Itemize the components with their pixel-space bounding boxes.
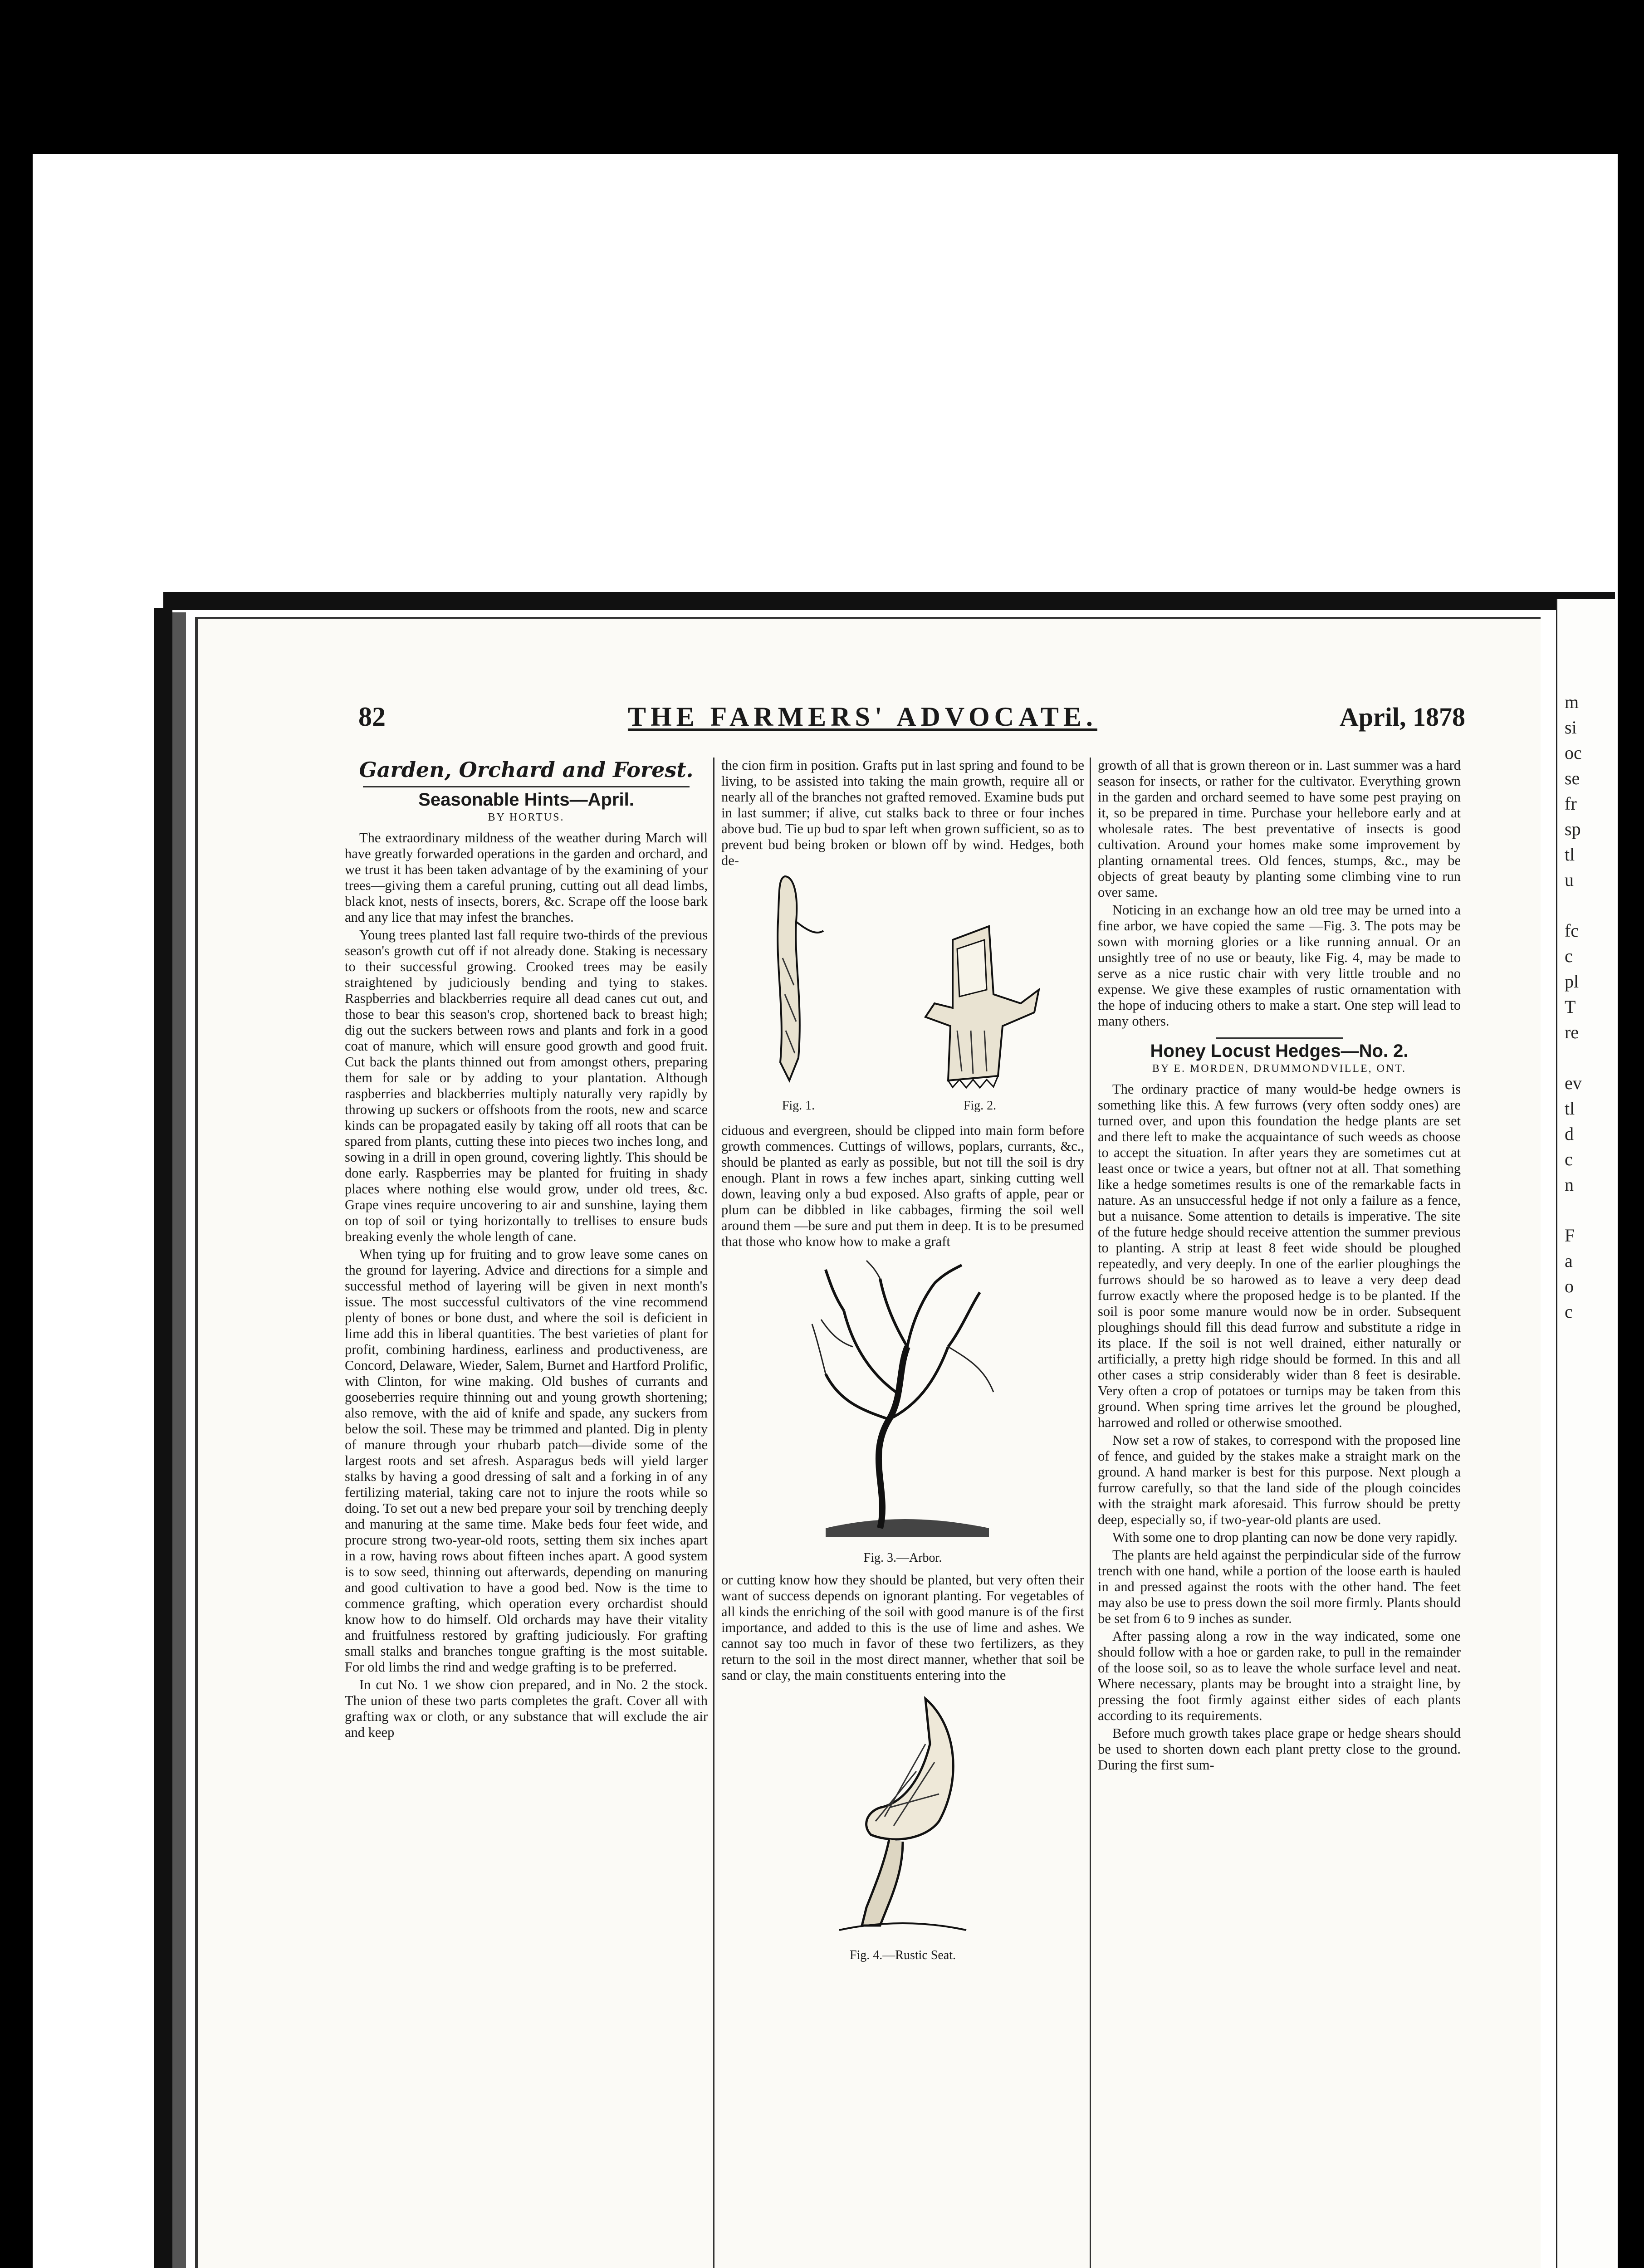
figure-3-caption: Fig. 3.—Arbor.	[863, 1551, 942, 1565]
column-divider	[1090, 758, 1091, 2268]
page-number: 82	[358, 701, 386, 732]
issue-date: April, 1878	[1339, 702, 1465, 732]
paragraph: the cion firm in position. Grafts put in last spring and found to be living, to be assisted into taking the main growth, require all or nearly all of the branches not grafted removed. Examine buds put in last summer; if alive, cut stalks back to three or four inches above bud. Tie up bud to spar left when grown sufficient, so as to prevent bud being broken or blown off by wind. Hedges, both de-	[721, 758, 1084, 868]
paragraph: With some one to drop planting can now be done very rapidly.	[1112, 1530, 1458, 1545]
byline: BY E. MORDEN, DRUMMONDVILLE, ONT.	[1152, 1063, 1407, 1075]
paragraph: When tying up for fruiting and to grow leave some canes on the ground for layering. Advice and directions for a simple and successful method of layering will be given in next month's issue. The most successful cultivators of the vine recommend plenty of bones or bone dust, and where the soil is deficient in lime add this in liberal quantities. The best varieties of plant for profit, combining hardiness, earliness and productiveness, are Concord, Delaware, Wieder, Salem, Burnet and Hartford Prolific, with Clinton, for wine making. Old bushes of currants and gooseberries require thinning out and young growth shortening; also remove, with the aid of knife and spade, any suckers from below the soil. These may be trimmed and planted. Dig in plenty of manure through your rhubarb patch—divide some of the largest roots and set afresh. Asparagus beds will yield larger stalks by having a good dressing of salt and a forking in of any fertilizing material, taking care not to injure the roots while so doing. To set out a new bed prepare your soil by trenching deeply and manuring at the same time. Make beds four feet wide, and procure strong two-year-old roots, setting them six inches apart in a row, having rows about fifteen inches apart. A good system is to sow seed, thinning out afterwards, depending on manuring and good cultivation to have a good bed. Now is the time to commence grafting, which operation every orchardist should know how to do himself. Old orchards may have their vitality and fruitfulness restored by grafting judiciously. For grafting small stalks and branches tongue grafting is the most suitable. For old limbs the rind and wedge grafting is to be preferred.	[345, 1246, 708, 1675]
figure-3-arbor	[721, 1256, 1084, 1566]
adjacent-page-strip	[1556, 599, 1616, 2268]
paragraph: ciduous and evergreen, should be clipped into main form before growth commences. Cuttings of willows, poplars, currants, &c., should be planted as early as possible, but not till the soil is dry enough. Plant in rows a few inches apart, sinking cutting well down, leaving only a bud exposed. Also grafts of apple, pear or plum can be dibbled in like cabbages, firming the soil well around them —be sure and put them in deep. It is to be presumed that those who know how to make a graft	[721, 1123, 1084, 1249]
byline: BY HORTUS.	[488, 811, 565, 823]
paragraph: Now set a row of stakes, to correspond with the proposed line of fence, and guided by the stakes make a straight mark on the ground. A hand marker is best for this purpose. Next plough a furrow carefully, so that the land side of the plough coincides with the straight mark aforesaid. This furrow should be pretty deep, especially so, if two-year-old plants are used.	[1098, 1432, 1461, 1527]
article-title: Honey Locust Hedges—No. 2.	[1150, 1041, 1409, 1061]
column-3	[1098, 758, 1461, 2268]
article-columns	[345, 758, 1479, 2268]
cion-illustration	[753, 867, 844, 1094]
divider-rule	[363, 786, 690, 787]
figure-2-label: Fig. 2.	[963, 1099, 997, 1113]
adjacent-page-text: m si oc se fr sp tl u fc c pl T re ev tl d c n F a o c	[1565, 692, 1582, 1322]
stock-illustration	[907, 913, 1052, 1094]
paragraph: or cutting know how they should be planted, but very often their want of success depends on ignorant planting. For vegetables of all kinds the enriching of the soil with good manure is of the first importance, and added to this is the use of lime and ashes. We cannot say too much in favor of these two fertilizers, as they return to the soil in the most direct manner, whether that soil be sand or clay, the main constituents entering into the	[721, 1572, 1084, 1683]
figure-1-label: Fig. 1.	[782, 1099, 815, 1113]
graft-figures	[721, 878, 1084, 1114]
article-title: Seasonable Hints—April.	[418, 790, 634, 810]
figure-4-caption: Fig. 4.—Rustic Seat.	[849, 1948, 956, 1962]
book-spine-edge	[154, 608, 172, 2268]
paragraph: The ordinary practice of many would-be hedge owners is something like this. A few furrows (very often soddy ones) are turned over, and upon this foundation the hedge plants are set and there left to make the acquaintance of such weeds as choose to accept the situation. In after years they are sometimes cut at least once or twice a years, but oftner not at all. That something like a hedge sometimes results is one of the remarkable facts in nature. As an unsuccessful hedge if not only a failure as a fence, but a nuisance. Some attention to details is imperative. The site of the future hedge should receive attention the summer previous to planting. A strip at least 8 feet wide should be ploughed repeatedly, and very deeply. In one of the earlier ploughings the furrows should be so harowed as to leave a very deep dead furrow exactly where the proposed hedge is to be planted. If the soil is poor some manure would now be in order. Subsequent ploughings should fill this dead furrow and substitute a ridge in its place. If the soil is not well drained, either naturally or artificially, a pretty high ridge should be formed. In this and all other cases a strip considerably wider than 8 feet is desirable. Very often a crop of potatoes or turnips may be taken from this ground. When spring time arrives let the ground be ploughed, harrowed and rolled or otherwise smoothed.	[1098, 1081, 1461, 1430]
book-page-edges	[172, 612, 186, 2268]
scan-border-top	[0, 0, 1644, 154]
column-1	[345, 758, 708, 2268]
scan-border-left	[0, 0, 33, 2268]
figure-4-rustic-seat	[721, 1690, 1084, 1963]
rustic-seat-illustration	[821, 1690, 984, 1944]
column-2	[721, 758, 1084, 2268]
paragraph: The extraordinary mildness of the weather during March will have greatly forwarded operations in the garden and orchard, and we trust it has been taken advantage of by the examining of your trees—giving them a careful pruning, cutting out all dead limbs, black knot, nests of insects, borers, &c. Scrape off the loose bark and any lice that may infest the branches.	[345, 830, 708, 925]
book-binding-top	[163, 592, 1615, 610]
paragraph: The plants are held against the perpindicular side of the furrow trench with one hand, while a portion of the loose earth is hauled in and pressed against the roots with the other hand. The feet may also be use to press down the soil more firmly. Plants should be set from 6 to 9 inches as sunder.	[1098, 1547, 1461, 1626]
masthead: THE FARMERS' ADVOCATE.	[627, 701, 1097, 732]
paragraph: growth of all that is grown thereon or in. Last summer was a hard season for insects, or rather for the cultivator. Everything grown in the garden and orchard seemed to have some pest praying on it, so be prepared in time. Purchase your hellebore early and at wholesale rates. The best preventative of insects is good cultivation. Around your homes make some improvement by planting ornamental trees. Old fences, stumps, &c., may be objects of great beauty by planting some climbing vine to run over same.	[1098, 758, 1461, 900]
figure-2-stock	[907, 913, 1052, 1114]
paragraph: After passing along a row in the way indicated, some one should follow with a hoe or garden rake, to pull in the remainder of the loose soil, so as to leave the whole surface level and neat. Where necessary, plants may be brought into a straight line, by pressing the foot firmly against either sides of each plants according to its requirements.	[1098, 1628, 1461, 1723]
paragraph: Before much growth takes place grape or hedge shears should be used to shorten down each plant pretty close to the ground. During the first sum-	[1098, 1725, 1461, 1773]
arbor-illustration	[798, 1256, 1007, 1546]
page-header	[358, 699, 1465, 735]
divider-rule	[1216, 1037, 1343, 1039]
section-title: Garden, Orchard and Forest.	[359, 758, 694, 782]
paragraph: Noticing in an exchange how an old tree may be urned into a fine arbor, we have copied the same —Fig. 3. The pots may be sown with morning glories or a like running annual. Or an unsightly tree of no use or beauty, like Fig. 4, may be made to serve as a nice rustic chair with very little trouble and no expense. We give these examples of rustic ornamentation with the hope of inducing others to make a start. One step will lead to many others.	[1098, 902, 1461, 1029]
scan-border-right	[1618, 0, 1644, 2268]
paragraph: Young trees planted last fall require two-thirds of the previous season's growth cut off if not already done. Staking is necessary to their successful growing. Crooked trees may be easily straightened by judiciously bending and tying to stakes. Raspberries and blackberries require all dead canes cut out, and those to bear this season's crop, shortened back to breast high; dig out the suckers between rows and plants and fork in a good coat of manure, which will ensure good growth and good fruit. Cut back the plants thinned out from amongst others, preparing them for sale or by adding to your plantation. Although raspberries and blackberries multiply naturally very rapidly by throwing up suckers or offshoots from the roots, new and scarce kinds can be propagated easily by taking off all roots that can be spared from plants, cutting these into pieces two inches long, and sowing in a drill in open ground, covering lightly. This should be done early. Raspberries may be planted for fruiting in shady places where nothing else would grow, under old trees, &c. Grape vines require uncovering to air and sunshine, laying them on top of soil or tying horizontally to trellises to ensure buds breaking evenly the whole length of cane.	[345, 927, 708, 1244]
paragraph: In cut No. 1 we show cion prepared, and in No. 2 the stock. The union of these two parts completes the graft. Cover all with grafting wax or cloth, or any substance that will exclude the air and keep	[345, 1677, 708, 1740]
column-divider	[713, 758, 714, 2268]
figure-1-cion	[753, 867, 844, 1114]
